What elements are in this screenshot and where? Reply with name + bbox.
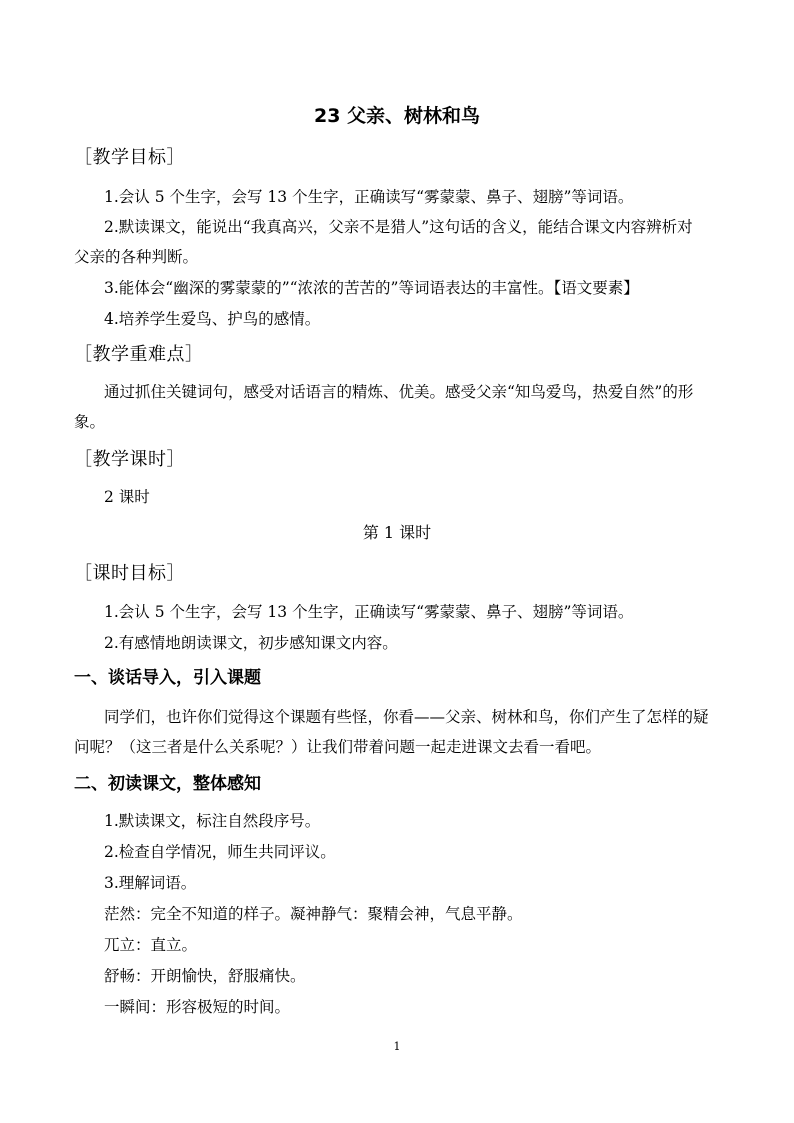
part-2-step-3: 3.理解词语。: [104, 874, 197, 892]
definition-2: 兀立：直立。: [104, 936, 198, 954]
page-number: 1: [393, 1040, 401, 1053]
goal-item-4: 4.培养学生爱鸟、护鸟的感情。: [104, 310, 321, 328]
definition-4: 一瞬间：形容极短的时间。: [104, 998, 291, 1016]
lesson-1-title: 第 1 课时: [362, 523, 432, 542]
goal-item-3: 3.能体会“幽深的雾蒙蒙的”“浓浓的苦苦的”等词语表达的丰富性。【语文要素】: [104, 279, 639, 297]
part-2-step-1: 1.默读课文，标注自然段序号。: [104, 812, 321, 830]
definition-1: 茫然：完全不知道的样子。凝神静气：聚精会神，气息平静。: [104, 905, 523, 923]
heading-teaching-goals: ［教学目标］: [74, 147, 185, 168]
heading-part-1: 一、谈话导入，引入课题: [74, 668, 261, 688]
definition-3: 舒畅：开朗愉快，舒服痛快。: [104, 967, 306, 985]
part-1-line-2: 问呢？（这三者是什么关系呢？）让我们带着问题一起走进课文去看一看吧。: [74, 738, 602, 756]
lesson-goal-2: 2.有感情地朗读课文，初步感知课文内容。: [104, 634, 398, 652]
document-title: 23 父亲、树林和鸟: [313, 105, 481, 127]
goal-item-1: 1.会认 5 个生字，会写 13 个生字，正确读写“雾蒙蒙、鼻子、翅膀”等词语。: [104, 188, 634, 206]
goal-item-2: 2.默读课文，能说出“我真高兴，父亲不是猎人”这句话的含义，能结合课文内容辨析对: [104, 218, 693, 236]
key-points-line-2: 象。: [74, 413, 106, 431]
heading-class-periods: ［教学课时］: [74, 449, 185, 470]
key-points-line-1: 通过抓住关键词句，感受对话语言的精炼、优美。感受父亲“知鸟爱鸟，热爱自然”的形: [104, 383, 694, 401]
part-1-line-1: 同学们，也许你们觉得这个课题有些怪，你看——父亲、树林和鸟，你们产生了怎样的疑: [104, 708, 709, 726]
lesson-goal-1: 1.会认 5 个生字，会写 13 个生字，正确读写“雾蒙蒙、鼻子、翅膀”等词语。: [104, 603, 634, 621]
goal-item-2-cont: 父亲的各种判断。: [74, 248, 199, 266]
heading-part-2: 二、初读课文，整体感知: [74, 774, 261, 794]
part-2-step-2: 2.检查自学情况，师生共同评议。: [104, 843, 336, 861]
heading-key-points: ［教学重难点］: [74, 344, 204, 365]
class-periods-text: 2 课时: [104, 488, 150, 506]
heading-lesson-goals: ［课时目标］: [74, 563, 185, 584]
